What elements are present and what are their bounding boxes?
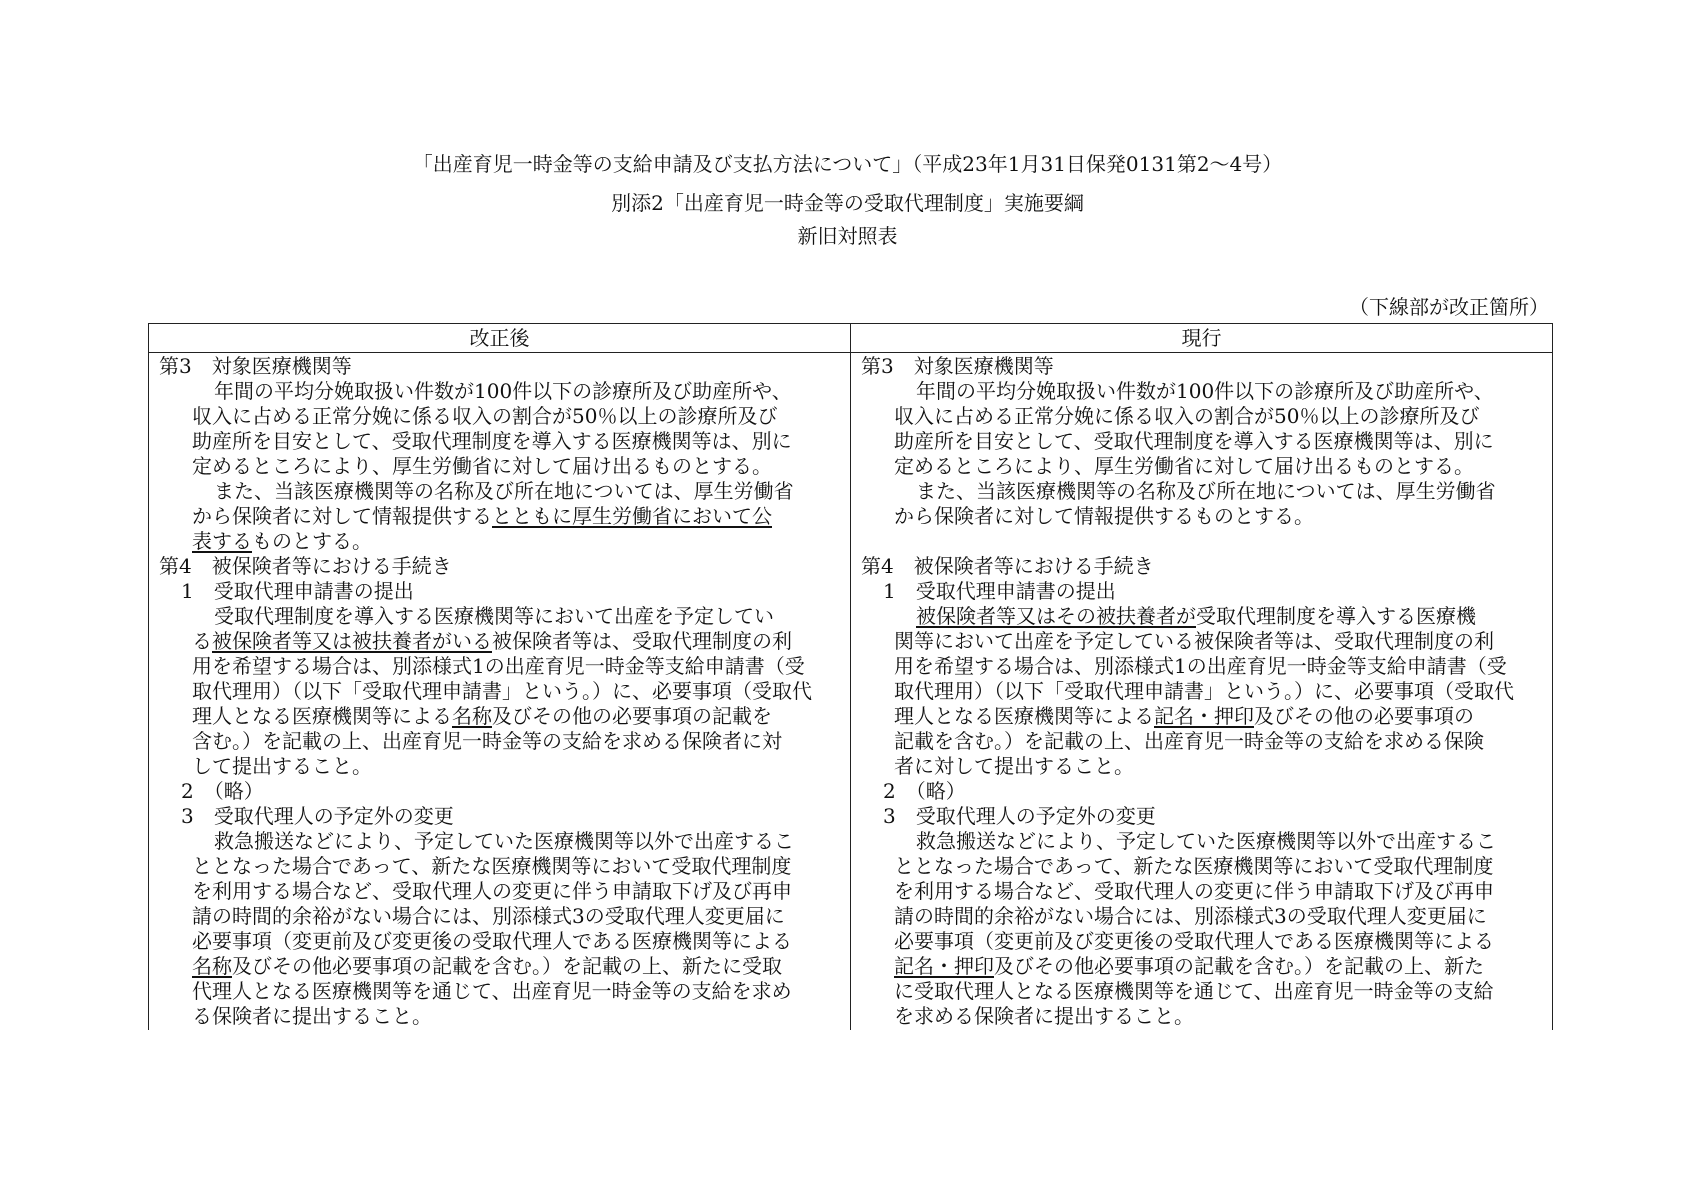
old-text-column [861, 354, 1547, 1029]
text-line: 取代理用）（以下「受取代理申請書」という。）に、必要事項（受取代 [192, 679, 812, 703]
header-old: 現行 [1181, 326, 1222, 350]
section-heading: 第4 被保険者等における手続き [861, 554, 1154, 578]
text-line: 用を希望する場合は、別添様式1の出産育児一時金等支給申請書（受 [192, 654, 805, 678]
text-line: から保険者に対して情報提供するものとする。 [894, 504, 1314, 528]
text-span: 被保険者等は、受取代理制度の利 [492, 629, 792, 653]
text-line [861, 604, 1547, 629]
text-line: 救急搬送などにより、予定していた医療機関等以外で出産するこ [916, 829, 1496, 853]
text-line: 定めるところにより、厚生労働省に対して届け出るものとする。 [894, 454, 1474, 478]
text-line [159, 529, 845, 554]
text-line: 受取代理制度を導入する医療機関等において出産を予定してい [214, 604, 774, 628]
text-line: 取代理用）（以下「受取代理申請書」という。）に、必要事項（受取代 [894, 679, 1514, 703]
text-line: 請の時間的余裕がない場合には、別添様式3の受取代理人変更届に [894, 904, 1487, 928]
text-line: 定めるところにより、厚生労働省に対して届け出るものとする。 [192, 454, 772, 478]
text-line: を利用する場合など、受取代理人の変更に伴う申請取下げ及び再申 [894, 879, 1494, 903]
text-line: 含む。）を記載の上、出産育児一時金等の支給を求める保険者に対 [192, 729, 782, 753]
text-line: また、当該医療機関等の名称及び所在地については、厚生労働省 [214, 479, 794, 503]
text-line [159, 954, 845, 979]
text-line: 記載を含む。）を記載の上、出産育児一時金等の支給を求める保険 [894, 729, 1484, 753]
text-line: る保険者に提出すること。 [192, 1004, 432, 1028]
text-line: 関等において出産を予定している被保険者等は、受取代理制度の利 [894, 629, 1494, 653]
subsection-heading: 1 受取代理申請書の提出 [883, 579, 1116, 603]
text-line: 代理人となる医療機関等を通じて、出産育児一時金等の支給を求め [192, 979, 792, 1003]
text-span: 受取代理制度を導入する医療機 [1196, 604, 1476, 628]
text-line: を利用する場合など、受取代理人の変更に伴う申請取下げ及び再申 [192, 879, 792, 903]
underline-note: （下線部が改正箇所） [1349, 295, 1549, 319]
subsection-heading: 2 （略） [883, 779, 966, 803]
text-line: 助産所を目安として、受取代理制度を導入する医療機関等は、別に [894, 429, 1494, 453]
text-line: 必要事項（変更前及び変更後の受取代理人である医療機関等による [894, 929, 1494, 953]
text-line: 収入に占める正常分娩に係る収入の割合が50％以上の診療所及び [894, 404, 1480, 428]
text-line: して提出すること。 [192, 754, 372, 778]
text-span: 及びその他の必要事項の記載を [492, 704, 772, 728]
text-line [861, 954, 1547, 979]
amended-text: とともに厚生労働省において公 [492, 504, 772, 528]
amended-text: 表する [192, 529, 252, 553]
subsection-heading: 3 受取代理人の予定外の変更 [181, 804, 454, 828]
header-new: 改正後 [469, 326, 530, 350]
text-line: 収入に占める正常分娩に係る収入の割合が50％以上の診療所及び [192, 404, 778, 428]
text-line: 者に対して提出すること。 [894, 754, 1134, 778]
text-line: 年間の平均分娩取扱い件数が100件以下の診療所及び助産所や、 [916, 379, 1494, 403]
subsection-heading: 1 受取代理申請書の提出 [181, 579, 414, 603]
document-title: 「出産育児一時金等の支給申請及び支払方法について」（平成23年1月31日保発0131第2～4号） [412, 152, 1283, 176]
text-line: 助産所を目安として、受取代理制度を導入する医療機関等は、別に [192, 429, 792, 453]
text-span: 及びその他必要事項の記載を含む。）を記載の上、新たに受取 [232, 954, 782, 978]
amended-text: 名称 [452, 704, 492, 728]
text-line: 年間の平均分娩取扱い件数が100件以下の診療所及び助産所や、 [214, 379, 792, 403]
text-line: また、当該医療機関等の名称及び所在地については、厚生労働省 [916, 479, 1496, 503]
text-line: に受取代理人となる医療機関等を通じて、出産育児一時金等の支給 [894, 979, 1494, 1003]
text-line [159, 629, 845, 654]
section-heading: 第3 対象医療機関等 [861, 354, 1054, 378]
table-header-row [149, 324, 1552, 353]
text-line [159, 704, 845, 729]
text-line: 用を希望する場合は、別添様式1の出産育児一時金等支給申請書（受 [894, 654, 1507, 678]
amended-text: 名称 [192, 954, 232, 978]
column-divider [850, 324, 851, 1030]
section-heading: 第4 被保険者等における手続き [159, 554, 452, 578]
text-line [861, 704, 1547, 729]
text-line [159, 504, 845, 529]
section-heading: 第3 対象医療機関等 [159, 354, 352, 378]
amended-text: 被保険者等又は被扶養者がいる [212, 629, 492, 653]
text-line: を求める保険者に提出すること。 [894, 1004, 1194, 1028]
text-span: 及びその他の必要事項の [1254, 704, 1474, 728]
text-line: 救急搬送などにより、予定していた医療機関等以外で出産するこ [214, 829, 794, 853]
blank-line [861, 529, 1547, 554]
text-span: 理人となる医療機関等による [192, 704, 452, 728]
subsection-heading: 2 （略） [181, 779, 264, 803]
amended-text: 記名・押印 [1154, 704, 1254, 728]
comparison-table [148, 323, 1553, 1030]
amended-text: 記名・押印 [894, 954, 994, 978]
text-span: る [192, 629, 212, 653]
text-line: 必要事項（変更前及び変更後の受取代理人である医療機関等による [192, 929, 792, 953]
text-span: ものとする。 [252, 529, 372, 553]
document-heading: 新旧対照表 [797, 224, 898, 248]
text-span: 理人となる医療機関等による [894, 704, 1154, 728]
text-span: から保険者に対して情報提供する [192, 504, 492, 528]
text-span: 及びその他必要事項の記載を含む。）を記載の上、新た [994, 954, 1484, 978]
document-subtitle: 別添2「出産育児一時金等の受取代理制度」実施要綱 [611, 191, 1084, 215]
subsection-heading: 3 受取代理人の予定外の変更 [883, 804, 1156, 828]
text-line: ととなった場合であって、新たな医療機関等において受取代理制度 [894, 854, 1494, 878]
text-line: 請の時間的余裕がない場合には、別添様式3の受取代理人変更届に [192, 904, 785, 928]
amended-text: 被保険者等又はその被扶養者が [916, 604, 1196, 628]
new-text-column [159, 354, 845, 1029]
text-line: ととなった場合であって、新たな医療機関等において受取代理制度 [192, 854, 792, 878]
